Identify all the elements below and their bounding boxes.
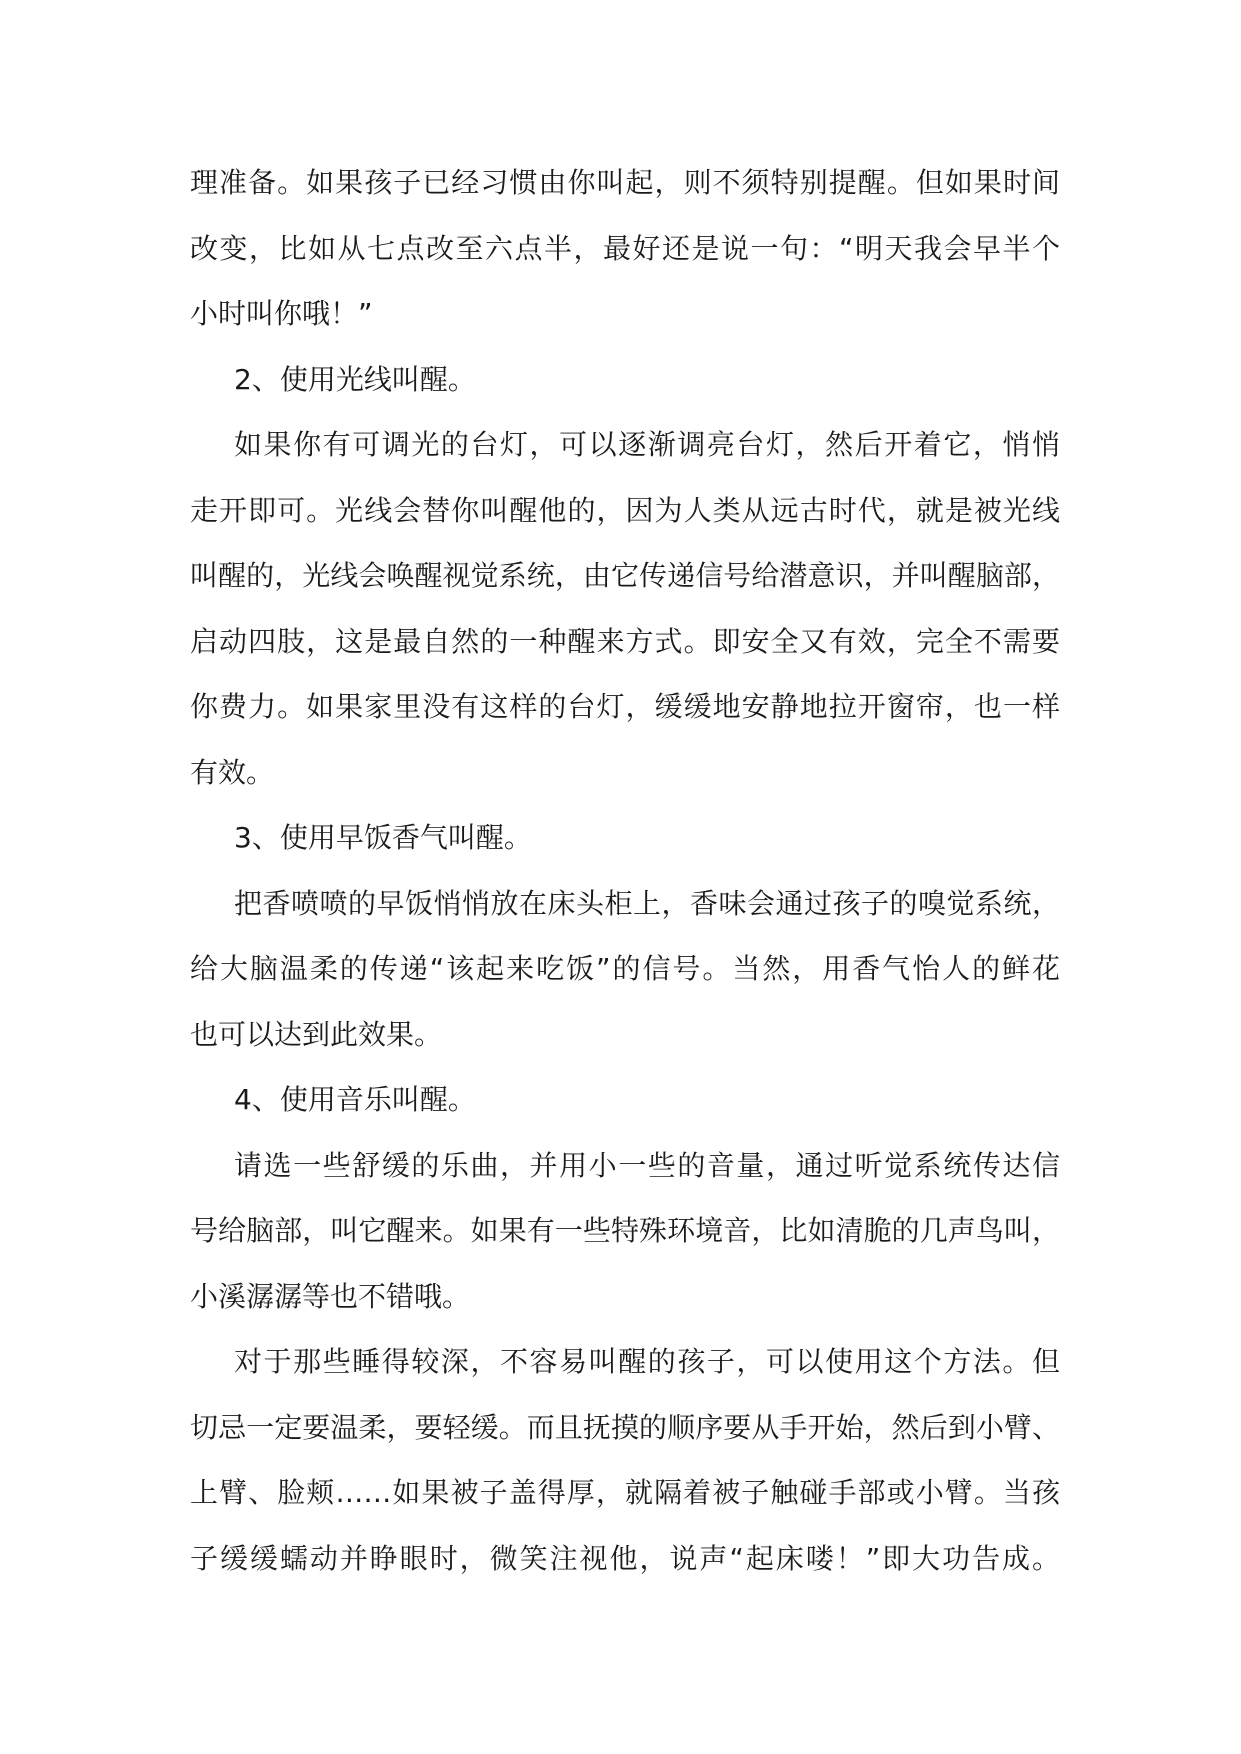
section-heading: 3、使用早饭香气叫醒。 [234,821,532,854]
text-line: 请选一些舒缓的乐曲，并用小一些的音量，通过听觉系统传达信 [234,1148,1060,1182]
text-line: 对于那些睡得较深，不容易叫醒的孩子，可以使用这个方法。但 [234,1345,1060,1378]
section-heading: 4、使用音乐叫醒。 [234,1083,476,1116]
text-line: 给大脑温柔的传递“该起来吃饭”的信号。当然，用香气怡人的鲜花 [190,952,1060,985]
section-heading: 2、使用光线叫醒。 [234,362,476,396]
text-line: 也可以达到此效果。 [190,1017,443,1051]
text-line: 子缓缓蠕动并睁眼时，微笑注视他，说声“起床喽！”即大功告成。 [190,1541,1060,1575]
text-line: 你费力。如果家里没有这样的台灯，缓缓地安静地拉开窗帘，也一样 [190,690,1060,723]
document-body [190,150,1060,1591]
text-line: 把香喷喷的早饭悄悄放在床头柜上，香味会通过孩子的嗅觉系统， [234,886,1060,920]
text-line: 小时叫你哦！” [190,297,373,330]
text-line: 号给脑部，叫它醒来。如果有一些特殊环境音，比如清脆的几声鸟叫， [190,1214,1060,1247]
text-line: 启动四肢，这是最自然的一种醒来方式。即安全又有效，完全不需要 [190,624,1060,658]
text-line: 叫醒的，光线会唤醒视觉系统，由它传递信号给潜意识，并叫醒脑部， [190,559,1060,592]
text-line: 如果你有可调光的台灯，可以逐渐调亮台灯，然后开着它，悄悄 [234,428,1060,461]
text-line: 走开即可。光线会替你叫醒他的，因为人类从远古时代，就是被光线 [190,493,1060,527]
text-line: 理准备。如果孩子已经习惯由你叫起，则不须特别提醒。但如果时间 [190,166,1060,199]
text-line: 上臂、脸颊……如果被子盖得厚，就隔着被子触碰手部或小臂。当孩 [190,1476,1060,1509]
text-line: 改变，比如从七点改至六点半，最好还是说一句：“明天我会早半个 [190,231,1060,265]
text-line: 切忌一定要温柔，要轻缓。而且抚摸的顺序要从手开始，然后到小臂、 [190,1410,1060,1444]
text-line: 小溪潺潺等也不错哦。 [190,1279,471,1313]
text-line: 有效。 [190,755,275,789]
